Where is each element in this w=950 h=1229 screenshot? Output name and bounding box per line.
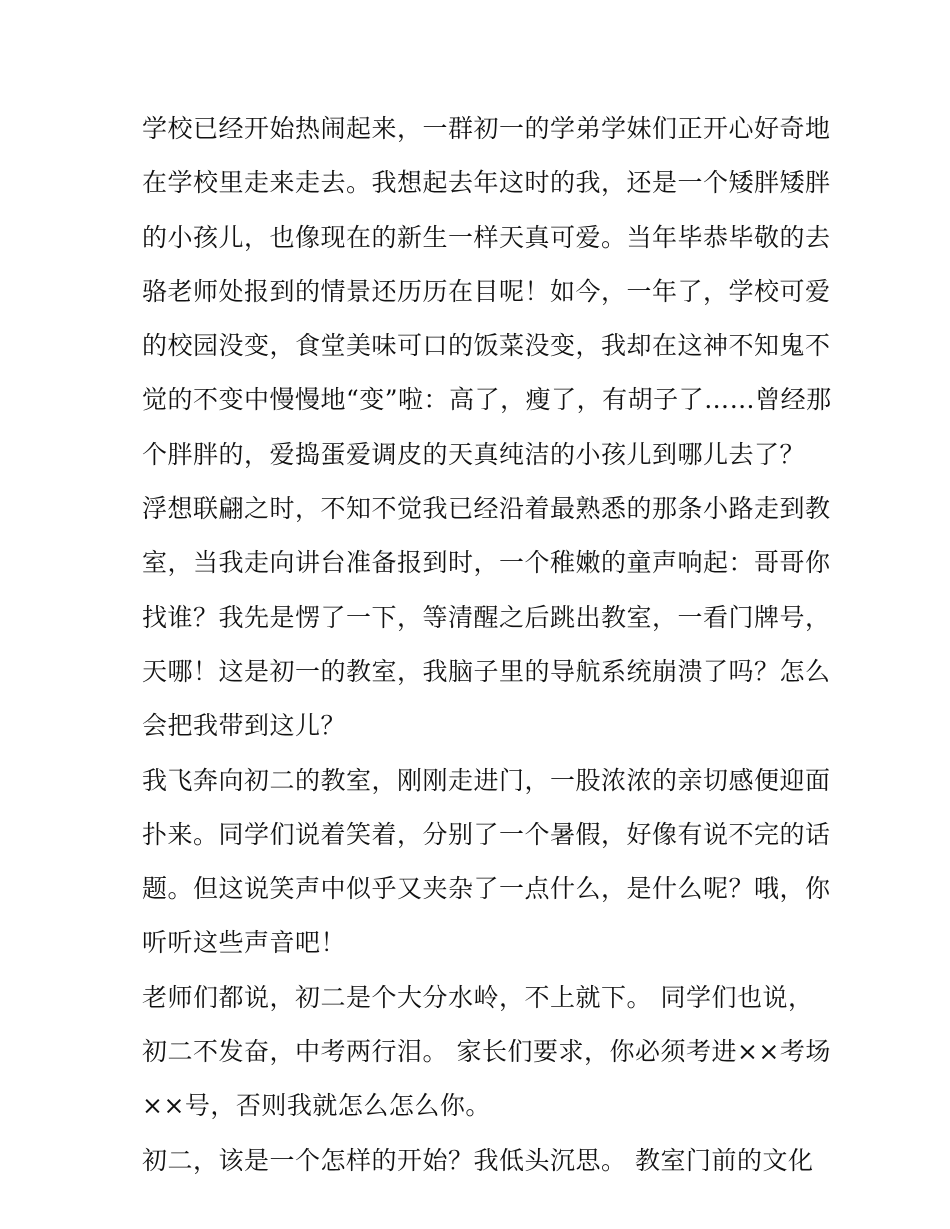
text-line: 扑来。同学们说着笑着，分别了一个暑假，好像有说不完的话: [142, 819, 831, 849]
text-line: 个胖胖的，爱捣蛋爱调皮的天真纯洁的小孩儿到哪儿去了？: [142, 439, 806, 469]
text-line: 的校园没变，食堂美味可口的饭菜没变，我却在这神不知鬼不: [142, 331, 831, 361]
text-line: 的小孩儿，也像现在的新生一样天真可爱。当年毕恭毕敬的去: [142, 222, 831, 252]
text-line: 会把我带到这儿？: [142, 711, 347, 741]
text-line: 骆老师处报到的情景还历历在目呢！如今，一年了，学校可爱: [142, 276, 831, 306]
text-line: 学校已经开始热闹起来，一群初一的学弟学妹们正开心好奇地: [142, 114, 831, 143]
text-line: 找谁？我先是愣了一下，等清醒之后跳出教室，一看门牌号，: [142, 602, 831, 632]
text-line: 初二，该是一个怎样的开始？我低头沉思。 教室门前的文化: [142, 1145, 814, 1175]
text-line: 浮想联翩之时，不知不觉我已经沿着最熟悉的那条小路走到教: [142, 494, 831, 524]
text-line: 老师们都说，初二是个大分水岭，不上就下。 同学们也说，: [142, 982, 814, 1012]
text-line: 觉的不变中慢慢地“变”啦：高了，瘦了，有胡子了……曾经那: [142, 385, 832, 415]
text-line: 在学校里走来走去。我想起去年这时的我，还是一个矮胖矮胖: [142, 168, 831, 198]
text-line: 题。但这说笑声中似乎又夹杂了一点什么，是什么呢？哦，你: [142, 874, 831, 904]
text-line: 天哪！这是初一的教室，我脑子里的导航系统崩溃了吗？怎么: [142, 656, 831, 686]
text-line: 室，当我走向讲台准备报到时，一个稚嫩的童声响起：哥哥你: [142, 548, 831, 578]
text-line: 听听这些声音吧！: [142, 928, 347, 958]
text-line: 我飞奔向初二的教室，刚刚走进门，一股浓浓的亲切感便迎面: [142, 765, 831, 795]
text-line: 初二不发奋，中考两行泪。 家长们要求，你必须考进××考场: [142, 1037, 831, 1067]
text-line: ××号，否则我就怎么怎么你。: [142, 1091, 491, 1121]
body-text: [142, 102, 832, 1188]
